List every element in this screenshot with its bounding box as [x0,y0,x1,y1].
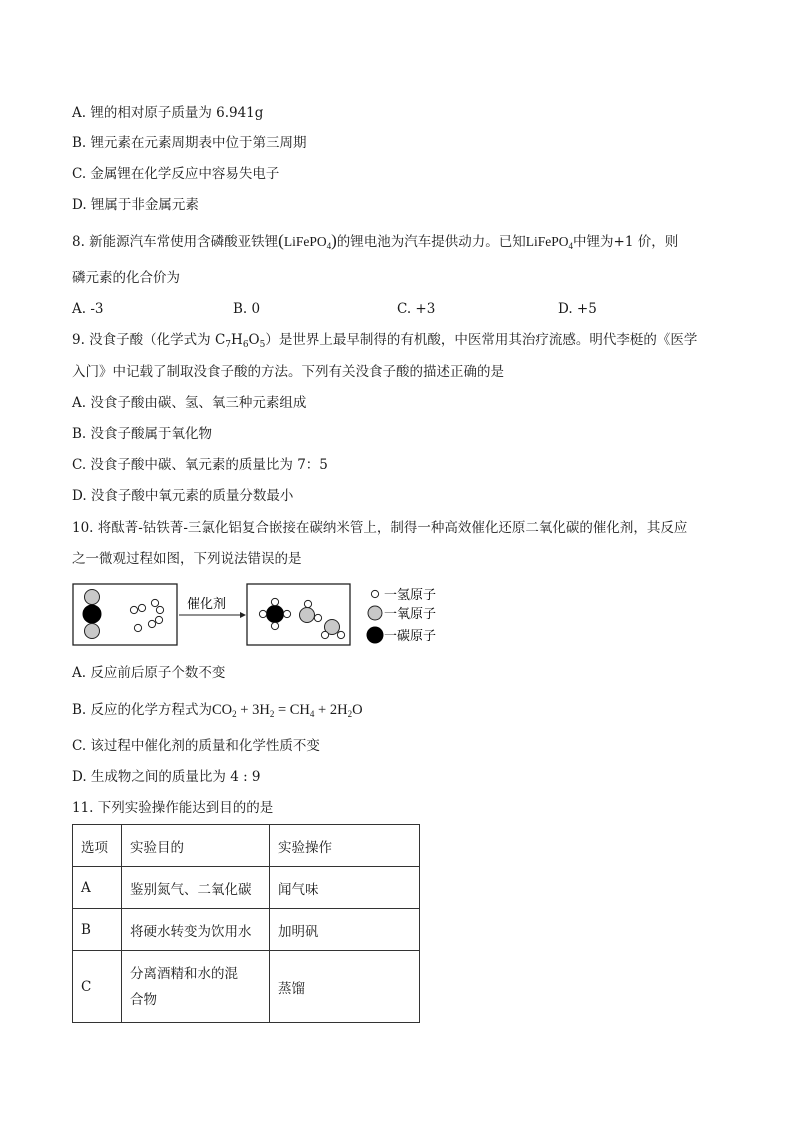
legend-oxygen-label: 一氧原子 [384,607,437,622]
carbon-atom [83,605,101,623]
row-option: C [73,951,122,1023]
q8-option-a: A. -3 [72,301,104,317]
q8-option-c: C. +3 [397,301,436,317]
oxygen-atom [85,590,100,605]
q10-option-a: A. 反应前后原子个数不变 [72,665,226,681]
row-option: A [73,867,122,909]
row-purpose: 鉴别氮气、二氧化碳 [122,867,270,909]
q9-sub-7: 7 [225,340,232,350]
table-header-row [73,825,420,867]
hydrogen-atom [138,604,145,611]
q8-stem-line2: 磷元素的化合价为 [72,270,180,286]
q10-stem-line1: 10. 将酞菁-钴铁菁-三氯化铝复合嵌接在碳纳米管上，制得一种高效催化还原二氧化碳的催化剂，其反应 [72,520,688,536]
row-option: B [73,909,122,951]
hydrogen-atom [130,606,137,613]
q8-formula2-sub: 4 [568,241,574,251]
q9-line1-pre: 9. 没食子酸（化学式为 C [72,332,226,348]
q8-stem-line1 [72,231,678,256]
q9-sub-6: 6 [242,340,249,350]
table-row [73,867,420,909]
header-option: 选项 [73,825,122,867]
hydrogen-atom [321,631,328,638]
hydrogen-atom [134,624,141,631]
oxygen-atom [300,608,315,623]
eq-sub: 4 [309,709,315,719]
q9-option-d: D. 没食子酸中氧元素的质量分数最小 [72,488,294,504]
legend-hydrogen-label: 一氢原子 [384,588,437,603]
eq-sub: 2 [232,709,237,719]
q8-formula1-close: ) [331,231,337,250]
q8-option-b: B. 0 [233,301,261,317]
eq-o: O [352,702,363,718]
eq-h2: + 3H [236,702,270,718]
hydrogen-atom [314,614,321,621]
q9-stem-line2: 入门》中记载了制取没食子酸的方法。下列有关没食子酸的描述正确的是 [72,364,504,380]
table-row [73,909,420,951]
arrow-head [240,612,246,618]
q9-option-a: A. 没食子酸由碳、氢、氧三种元素组成 [72,395,307,411]
q9-option-b: B. 没食子酸属于氧化物 [72,426,213,442]
eq-2h: + 2H [314,702,348,718]
hydrogen-atom [271,598,278,605]
carbon-atom [266,605,284,623]
q10-option-c: C. 该过程中催化剂的质量和化学性质不变 [72,738,320,754]
q9-stem-line1 [72,330,697,355]
q7-option-b: B. 锂元素在元素周期表中位于第三周期 [72,135,307,151]
q8-middle: 的锂电池为汽车提供动力。已知 [336,234,526,250]
q9-option-c: C. 没食子酸中碳、氧元素的质量比为 7：5 [72,457,328,473]
q8-suffix: 中锂为+1 价，则 [573,234,679,250]
q8-formula1-open: ( [278,231,284,250]
q8-formula2: LiFePO [525,234,569,249]
q10-option-d: D. 生成物之间的质量比为 4 : 9 [72,769,261,785]
eq-sub: 2 [347,709,353,719]
reaction-diagram [72,583,452,649]
oxygen-atom [85,624,100,639]
eq-co: CO [212,702,233,718]
q10-equation [212,702,363,718]
hydrogen-atom [304,600,311,607]
eq-ch: = CH [274,702,310,718]
eq-sub: 2 [269,709,275,719]
hydrogen-atom [148,620,155,627]
row-operation: 蒸馏 [270,951,420,1023]
hydrogen-atom [259,610,266,617]
q8-option-d: D. +5 [558,301,597,317]
row-operation: 闻气味 [270,867,420,909]
hydrogen-atom [283,610,290,617]
row-operation: 加明矾 [270,909,420,951]
q11-stem: 11. 下列实验操作能达到目的的是 [72,800,274,816]
table-row [73,951,420,1023]
hydrogen-atom [155,616,162,623]
legend-hydrogen-symbol [371,590,378,597]
legend-carbon-symbol [367,627,384,644]
header-operation: 实验操作 [270,825,420,867]
q9-line1-post: ）是世界上最早制得的有机酸，中医常用其治疗流感。明代李梃的《医学 [265,332,698,348]
hydrogen-atom [337,631,344,638]
header-purpose: 实验目的 [122,825,270,867]
hydrogen-atom [151,599,158,606]
experiment-table [72,824,420,1023]
q7-option-c: C. 金属锂在化学反应中容易失电子 [72,166,280,182]
q8-formula1: LiFePO [283,234,327,249]
legend-carbon-label: 一碳原子 [384,629,437,644]
q7-option-a: A. 锂的相对原子质量为 6.941g [72,105,264,121]
row-purpose: 将硬水转变为饮用水 [122,909,270,951]
q9-h: H [231,332,243,348]
q8-formula1-sub: 4 [326,241,332,251]
q10-b-prefix: B. 反应的化学方程式为 [72,702,213,718]
q9-sub-5: 5 [259,340,266,350]
q7-option-d: D. 锂属于非金属元素 [72,197,199,213]
q9-o: O [248,332,260,348]
hydrogen-atom [271,622,278,629]
legend-oxygen-symbol [368,606,382,620]
hydrogen-atom [156,606,163,613]
q8-prefix: 8. 新能源汽车常使用含磷酸亚铁锂 [72,234,279,250]
q10-stem-line2: 之一微观过程如图，下列说法错误的是 [72,551,302,567]
catalyst-label: 催化剂 [187,597,227,612]
q10-option-b [72,700,363,724]
row-purpose-cell [122,951,270,1023]
row-purpose: 分离酒精和水的混合物 [130,965,238,1008]
